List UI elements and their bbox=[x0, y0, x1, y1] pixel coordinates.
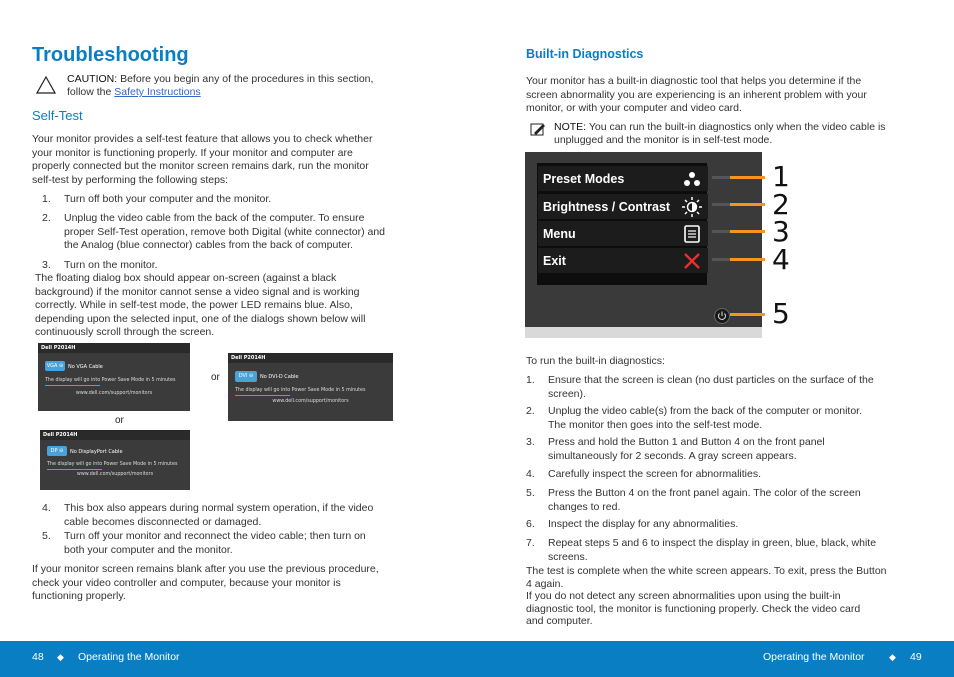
diag-step-6: 6. Inspect the display for any abnormalities. bbox=[526, 518, 739, 530]
diagnostics-intro: Your monitor has a built-in diagnostic tool that helps you determine if the screen abnormality you are experiencing is an inherent problem with your monitor, or with your computer and video card. bbox=[526, 75, 867, 114]
dialog-url: www.dell.com/support/monitors bbox=[76, 472, 154, 477]
caution-label: CAUTION: bbox=[67, 73, 118, 85]
diamond-bullet-icon: ◆ bbox=[57, 652, 64, 662]
diag-step-5: 5. Press the Button 4 on the front panel again. The color of the screen changes to red. bbox=[526, 487, 861, 513]
brightness-icon bbox=[682, 197, 702, 217]
floating-dialog-text: The floating dialog box should appear on-screen (against a black background) if the monitor cannot sense a video signal and is working correctly. While in self-test mode, the power LED remains blue. Also, depending upon the selected input, one of the dialogs shown below will continuously scroll through the screen. bbox=[35, 272, 366, 338]
callout-line-1 bbox=[730, 176, 765, 179]
selftest-closing: If your monitor screen remains blank after you use the previous procedure, check your video controller and computer, because your monitor is functioning properly. bbox=[32, 563, 379, 602]
dialog-message: The display will go into Power Save Mode in 5 minutes bbox=[47, 462, 178, 467]
diag-step-4: 4. Carefully inspect the screen for abnormalities. bbox=[526, 468, 762, 480]
note-line1: NOTE: You can run the built-in diagnostics only when the video cable is bbox=[554, 121, 886, 133]
osd-item-preset-modes[interactable] bbox=[538, 166, 708, 191]
dialog-message: The display will go into Power Save Mode in 5 minutes bbox=[45, 378, 176, 383]
no-vga-cable-dialog bbox=[38, 343, 190, 411]
right-section-label: Operating the Monitor bbox=[763, 651, 865, 663]
dialog-progress bbox=[235, 395, 290, 396]
osd-item-label: Menu bbox=[543, 227, 576, 241]
displayport-connector-icon: DP ⊖ bbox=[47, 446, 67, 456]
dialog-label: No DisplayPort Cable bbox=[70, 449, 123, 455]
osd-item-menu[interactable] bbox=[538, 221, 708, 246]
osd-item-label: Exit bbox=[543, 254, 566, 268]
selftest-step-2: 2. Unplug the video cable from the back of the computer. To ensure proper Self-Test operation, remove both Digital (white connector) and the Analog (blue connector) cables from the back of computer. bbox=[42, 212, 385, 251]
or-separator-1: or bbox=[211, 372, 220, 383]
preset-modes-icon bbox=[682, 169, 702, 189]
exit-x-icon bbox=[682, 251, 702, 271]
selftest-step-5: 5. Turn off your monitor and reconnect the video cable; then turn on both your computer and the monitor. bbox=[42, 530, 366, 556]
diag-step-3: 3. Press and hold the Button 1 and Button 4 on the front panel simultaneously for 2 seconds. A gray screen appears. bbox=[526, 436, 825, 462]
dialog-url: www.dell.com/support/monitors bbox=[272, 399, 349, 404]
dialog-url: www.dell.com/support/monitors bbox=[75, 391, 153, 396]
no-displayport-cable-dialog bbox=[40, 430, 190, 490]
osd-item-exit[interactable] bbox=[538, 248, 708, 273]
callout-number-1: 1 bbox=[772, 160, 790, 193]
diag-step-2: 2. Unplug the video cable(s) from the back of the computer or monitor. The monitor then goes into the self-test mode. bbox=[526, 405, 862, 431]
callout-number-4: 4 bbox=[772, 243, 790, 276]
menu-icon bbox=[682, 224, 702, 244]
osd-item-label: Preset Modes bbox=[543, 172, 625, 186]
run-diagnostics-intro: To run the built-in diagnostics: bbox=[526, 355, 665, 367]
dialog-progress bbox=[47, 469, 102, 470]
vga-connector-icon: VGA ⊖ bbox=[46, 363, 64, 369]
left-section-label: Operating the Monitor bbox=[78, 651, 180, 663]
callout-line-2 bbox=[730, 203, 765, 206]
diagnostics-closing: The test is complete when the white screen appears. To exit, press the Button 4 again. If you do not detect any screen abnormalities upon using the built-in diagnostic tool, the monitor is functioning properly. Check the video card and computer. bbox=[526, 565, 887, 627]
caution-line1: CAUTION: Before you begin any of the procedures in this section, bbox=[67, 73, 374, 85]
power-button[interactable] bbox=[714, 308, 730, 324]
osd-item-label: Brightness / Contrast bbox=[543, 200, 671, 214]
callout-number-2: 2 bbox=[772, 188, 790, 221]
dialog-label: No DVI-D Cable bbox=[260, 374, 299, 380]
dvi-connector-icon: DVI ⊖ bbox=[235, 371, 257, 382]
left-page-number: 48 bbox=[32, 651, 44, 663]
selftest-heading: Self-Test bbox=[32, 108, 83, 123]
caution-line2: follow the Safety Instructions bbox=[67, 86, 201, 98]
dialog-message: The display will go into Power Save Mode in 5 minutes bbox=[235, 388, 366, 393]
note-icon bbox=[530, 122, 546, 136]
dialog-progress bbox=[45, 385, 100, 386]
selftest-step-4: 4. This box also appears during normal system operation, if the video cable becomes disconnected or damaged. bbox=[42, 502, 374, 528]
caution-icon bbox=[36, 76, 56, 94]
monitor-bottom-edge bbox=[525, 327, 762, 338]
callout-line-3 bbox=[730, 230, 765, 233]
osd-item-brightness-contrast[interactable] bbox=[538, 194, 708, 219]
dialog-title: Dell P2014H bbox=[38, 343, 190, 353]
right-page-number: 49 bbox=[910, 651, 922, 663]
selftest-intro: Your monitor provides a self-test feature that allows you to check whether your monitor is functioning properly. If your monitor and computer are properly connected but the monitor screen remains dark, run the monitor self-test by performing the following steps: bbox=[32, 133, 373, 186]
note-label: NOTE: bbox=[554, 121, 587, 133]
diag-step-7: 7. Repeat steps 5 and 6 to inspect the display in green, blue, black, white screens. bbox=[526, 537, 877, 563]
safety-instructions-link[interactable]: Safety Instructions bbox=[114, 86, 201, 98]
diamond-bullet-icon: ◆ bbox=[889, 652, 896, 662]
or-separator-2: or bbox=[115, 415, 124, 426]
dialog-title: Dell P2014H bbox=[228, 353, 393, 363]
callout-number-5: 5 bbox=[772, 297, 790, 330]
page-title: Troubleshooting bbox=[32, 44, 189, 66]
footer-bar bbox=[0, 641, 954, 677]
note-line2: unplugged and the monitor is in self-test mode. bbox=[554, 134, 773, 146]
no-dvi-cable-dialog bbox=[228, 353, 393, 421]
power-icon bbox=[715, 309, 729, 323]
dialog-title: Dell P2014H bbox=[40, 430, 190, 440]
dialog-label: No VGA Cable bbox=[68, 364, 103, 370]
callout-line-5 bbox=[730, 313, 765, 316]
callout-line-4 bbox=[730, 258, 765, 261]
callout-number-3: 3 bbox=[772, 215, 790, 248]
diag-step-1: 1. Ensure that the screen is clean (no dust particles on the surface of the screen). bbox=[526, 374, 874, 400]
diagnostics-heading: Built-in Diagnostics bbox=[526, 47, 644, 61]
